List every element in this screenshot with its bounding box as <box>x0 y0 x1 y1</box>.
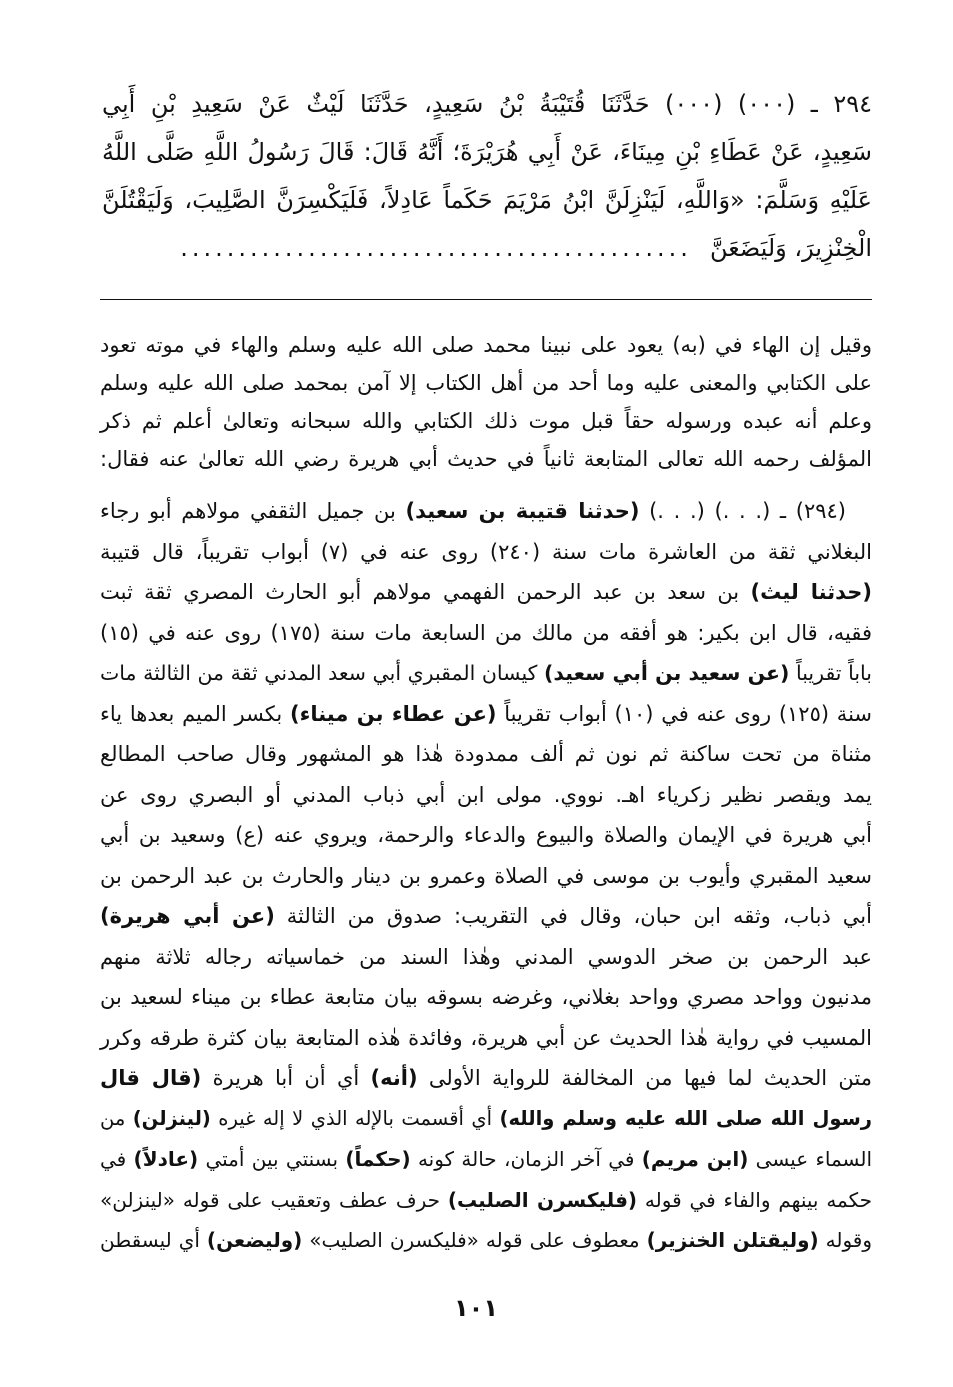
commentary-line <box>100 815 872 856</box>
commentary-text: فقيه، قال ابن بكير: هو أفقه من مالك من السابعة مات سنة (١٧٥) روى عنه في (١٥) <box>100 620 872 645</box>
commentary-text: من <box>100 1106 133 1130</box>
commentary-text: وقوله <box>818 1228 873 1252</box>
commentary-line <box>100 937 872 978</box>
commentary-text: متن الحديث لما فيها من المخالفة للرواية الأولى <box>417 1066 872 1090</box>
commentary-line <box>100 1139 872 1180</box>
commentary-text: سنة (١٢٥) روى عنه في (١٠) أبواب تقريباً <box>496 701 872 726</box>
commentary-text: حرف عطف وتعقيب على قوله «لينزلن» <box>100 1187 448 1212</box>
commentary-line <box>100 532 872 573</box>
commentary-line <box>100 653 872 694</box>
bold-quoted-term: (لينزلن) <box>132 1106 211 1130</box>
commentary-line <box>100 694 872 735</box>
bold-quoted-term: (ابن مريم) <box>641 1147 749 1171</box>
hadith-text-block <box>102 80 872 272</box>
commentary-text: المؤلف رحمه الله تعالى المتابعة ثانياً في حديث أبي هريرة رضي الله تعالىٰ عنه فقال: <box>100 447 872 471</box>
commentary-line <box>100 856 872 897</box>
commentary-text: وعلم أنه عبده ورسوله حقاً قبل موت ذلك الكتابي والله سبحانه وتعالىٰ أعلم ثم ذكر <box>100 409 872 433</box>
commentary-line <box>100 613 872 654</box>
commentary-text: وقيل إن الهاء في (به) يعود على نبينا محمد صلى الله عليه وسلم والهاء في موته تعود <box>100 333 872 357</box>
bold-quoted-term: (حدثنا ليث) <box>750 580 872 604</box>
commentary-paragraph-2 <box>100 491 872 1261</box>
commentary-text: بن سعد بن عبد الرحمن الفهمي مولاهم أبو الحارث المصري ثقة ثبت <box>100 580 751 604</box>
bold-quoted-term: (وليقتلن الخنزير) <box>646 1228 819 1252</box>
hadith-last-line <box>102 224 872 272</box>
bold-quoted-term: (قال قال <box>100 1066 202 1090</box>
commentary-text: مدنيون وواحد مصري وواحد بغلاني، وغرضه بسوقه بيان متابعة عطاء بن ميناء لسعيد بن <box>100 985 872 1009</box>
commentary-text: السماء عيسى <box>748 1147 873 1171</box>
commentary-line <box>100 1018 872 1059</box>
page-number: ١٠١ <box>454 1294 498 1322</box>
bold-quoted-term: (أنه) <box>370 1066 418 1090</box>
hadith-line: سَعِيدٍ، عَنْ عَطَاءِ بْنِ مِينَاءَ، عَنْ أَبِي هُرَيْرَةَ؛ أَنَّهُ قَالَ: قَالَ رَسُولُ اللَّهِ صَلَّى اللَّهُ <box>102 138 872 166</box>
bold-quoted-term: (عن عطاء بن ميناء) <box>290 701 497 726</box>
bold-quoted-term: (فليكسرن الصليب) <box>447 1187 638 1212</box>
commentary-line <box>100 491 872 532</box>
commentary-text: سعيد المقبري وأيوب بن موسى في الصلاة وعمرو بن دينار والحارث بن عبد الرحمن بن <box>100 863 872 888</box>
hadith-last-line-text: الْخِنْزِيرَ، وَلَيَضَعَنَّ <box>709 234 872 262</box>
commentary-line <box>100 572 872 613</box>
commentary-line <box>100 977 872 1018</box>
commentary-line <box>100 1220 872 1261</box>
commentary-text: أبي هريرة في الإيمان والصلاة والبيوع والدعاء والرحمة، ويروي عنه (ع) وسعيد بن أبي <box>100 823 872 847</box>
commentary-text: بسنتي بين أمتي <box>198 1147 346 1171</box>
hadith-line: عَلَيْهِ وَسَلَّمَ: «وَاللَّهِ، لَيَنْزِلَنَّ ابْنُ مَرْيَمَ حَكَماً عَادِلاً، فَلَيَكْسِرَنَّ الصَّلِيبَ، وَلَيَقْتُلَنَّ <box>102 186 872 214</box>
commentary-text: (٢٩٤) ـ (. . .) (. . .) <box>639 499 846 523</box>
hadith-continuation-dots: ............................................ <box>180 234 692 262</box>
commentary-text: البغلاني ثقة من العاشرة مات سنة (٢٤٠) روى عنه في (٧) أبواب تقريباً، قال قتيبة <box>100 539 872 564</box>
commentary-text: أي أقسمت بالإله الذي لا إله غيره <box>210 1106 500 1130</box>
commentary-text: بن جميل الثقفي مولاهم أبو رجاء <box>100 499 406 523</box>
bold-quoted-term: (حكماً) <box>345 1147 411 1171</box>
commentary-line <box>100 326 872 364</box>
commentary-text: أي أن أبا هريرة <box>201 1066 371 1090</box>
commentary-paragraph-1 <box>100 326 872 478</box>
bold-quoted-term: (عادلاً) <box>133 1147 199 1171</box>
commentary-line <box>100 1058 872 1099</box>
commentary-text: في <box>100 1147 134 1171</box>
commentary-line <box>100 775 872 816</box>
commentary-text: معطوف على قوله «فليكسرن الصليب» <box>302 1228 647 1252</box>
commentary-line <box>100 1099 872 1140</box>
hadith-line: ٢٩٤ ـ (٠٠٠) (٠٠٠) حَدَّثَنَا قُتَيْبَةُ بْنُ سَعِيدٍ، حَدَّثَنَا لَيْثٌ عَنْ سَعِيدِ بْنِ أَبِي <box>102 90 872 118</box>
commentary-text: أبي ذباب، وثقه ابن حبان، وقال في التقريب: صدوق من الثالثة <box>274 904 872 928</box>
commentary-text: باباً تقريباً <box>789 661 872 685</box>
bold-quoted-term: رسول الله صلى الله عليه وسلم والله) <box>499 1106 872 1130</box>
commentary-text: أي ليسقطن <box>100 1228 207 1252</box>
commentary-line <box>100 402 872 440</box>
commentary-line <box>100 1180 872 1221</box>
commentary-line <box>100 896 872 937</box>
bold-quoted-term: (عن أبي هريرة) <box>100 904 275 928</box>
commentary-text: المسيب في رواية هٰذا الحديث عن أبي هريرة، وفائدة هٰذه المتابعة بيان كثرة طرقه وكرر <box>100 1025 872 1050</box>
commentary-text: بكسر الميم بعدها ياء <box>100 701 290 726</box>
commentary-text: حكمه بينهم والفاء في قوله <box>637 1187 873 1212</box>
footnote-separator <box>100 299 872 300</box>
commentary-line <box>100 364 872 402</box>
commentary-text: على الكتابي والمعنى عليه وما أحد من أهل الكتاب إلا آمن بمحمد صلى الله عليه وسلم <box>100 371 872 395</box>
commentary-line <box>100 734 872 775</box>
commentary-text: كيسان المقبري أبي سعد المدني ثقة من الثالثة مات <box>100 661 544 685</box>
commentary-text: يمد ويقصر نظير زكرياء اهـ. نووي. مولى ابن أبي ذباب المدني أو البصري روى عن <box>100 782 872 807</box>
commentary-line <box>100 440 872 478</box>
commentary-text: مثناة من تحت ساكنة ثم نون ثم ألف ممدودة هٰذا هو المشهور وقال صاحب المطالع <box>100 742 872 766</box>
bold-quoted-term: (عن سعيد بن أبي سعيد) <box>543 661 790 685</box>
bold-quoted-term: (وليضعن) <box>206 1228 303 1252</box>
commentary-text: عبد الرحمن بن صخر الدوسي المدني وهٰذا السند من خماسياته رجاله ثلاثة منهم <box>100 944 872 969</box>
commentary-text: في آخر الزمان، حالة كونه <box>410 1147 642 1171</box>
bold-quoted-term: (حدثنا قتيبة بن سعيد) <box>405 499 640 523</box>
